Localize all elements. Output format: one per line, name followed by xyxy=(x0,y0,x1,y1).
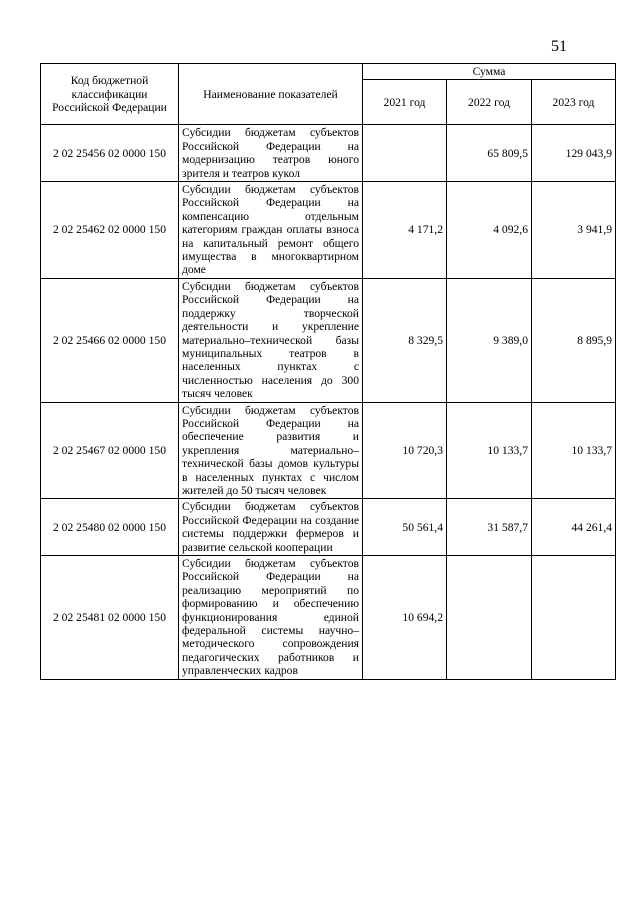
page-number: 51 xyxy=(551,38,567,55)
row-value-2023: 10 133,7 xyxy=(532,402,616,499)
table-row xyxy=(41,125,616,182)
row-value-2022: 4 092,6 xyxy=(447,182,532,279)
row-value-2023: 44 261,4 xyxy=(532,499,616,556)
row-value-2021: 10 720,3 xyxy=(363,402,447,499)
row-value-2022 xyxy=(447,556,532,680)
table-row xyxy=(41,182,616,279)
row-name: Субсидии бюджетам субъектов Российской Федерации на модернизацию театров юного зрителя и театров кукол xyxy=(179,125,363,182)
row-value-2022: 31 587,7 xyxy=(447,499,532,556)
row-name: Субсидии бюджетам субъектов Российской Федерации на обеспечение развития и укрепления материально–технической базы домов культуры в населенных пунктах с числом жителей до 50 тысяч человек xyxy=(179,402,363,499)
budget-table xyxy=(40,63,616,680)
row-name: Субсидии бюджетам субъектов Российской Федерации на поддержку творческой деятельности и укрепление материально–технической базы муниципальных театров в населенных пунктах с численностью населения до 300 тысяч человек xyxy=(179,278,363,402)
row-code: 2 02 25481 02 0000 150 xyxy=(41,556,179,680)
header-year-2023: 2023 год xyxy=(532,80,616,125)
row-value-2023 xyxy=(532,556,616,680)
table-row xyxy=(41,402,616,499)
header-year-2022: 2022 год xyxy=(447,80,532,125)
header-row xyxy=(41,64,616,80)
row-code: 2 02 25480 02 0000 150 xyxy=(41,499,179,556)
row-value-2023: 129 043,9 xyxy=(532,125,616,182)
row-value-2022: 10 133,7 xyxy=(447,402,532,499)
table-row xyxy=(41,556,616,680)
row-value-2022: 9 389,0 xyxy=(447,278,532,402)
header-sum: Сумма xyxy=(363,64,616,80)
row-value-2021: 10 694,2 xyxy=(363,556,447,680)
row-value-2023: 3 941,9 xyxy=(532,182,616,279)
row-value-2021: 4 171,2 xyxy=(363,182,447,279)
row-value-2021: 50 561,4 xyxy=(363,499,447,556)
row-name: Субсидии бюджетам субъектов Российской Федерации на реализацию мероприятий по формированию и обеспечению функционирования единой федеральной системы научно–методического сопровождения педагогических работников и управленческих кадров xyxy=(179,556,363,680)
row-value-2021: 8 329,5 xyxy=(363,278,447,402)
row-name: Субсидии бюджетам субъектов Российской Федерации на создание системы поддержки фермеров и развитие сельской кооперации xyxy=(179,499,363,556)
header-year-2021: 2021 год xyxy=(363,80,447,125)
row-code: 2 02 25462 02 0000 150 xyxy=(41,182,179,279)
row-name: Субсидии бюджетам субъектов Российской Федерации на компенсацию отдельным категориям граждан оплаты взноса на капитальный ремонт общего имущества в многоквартирном доме xyxy=(179,182,363,279)
row-code: 2 02 25456 02 0000 150 xyxy=(41,125,179,182)
row-value-2022: 65 809,5 xyxy=(447,125,532,182)
row-value-2021 xyxy=(363,125,447,182)
row-code: 2 02 25466 02 0000 150 xyxy=(41,278,179,402)
table-row xyxy=(41,278,616,402)
row-code: 2 02 25467 02 0000 150 xyxy=(41,402,179,499)
table-row xyxy=(41,499,616,556)
header-code: Код бюджетной классификации Российской Федерации xyxy=(41,64,179,125)
row-value-2023: 8 895,9 xyxy=(532,278,616,402)
header-name: Наименование показателей xyxy=(179,64,363,125)
